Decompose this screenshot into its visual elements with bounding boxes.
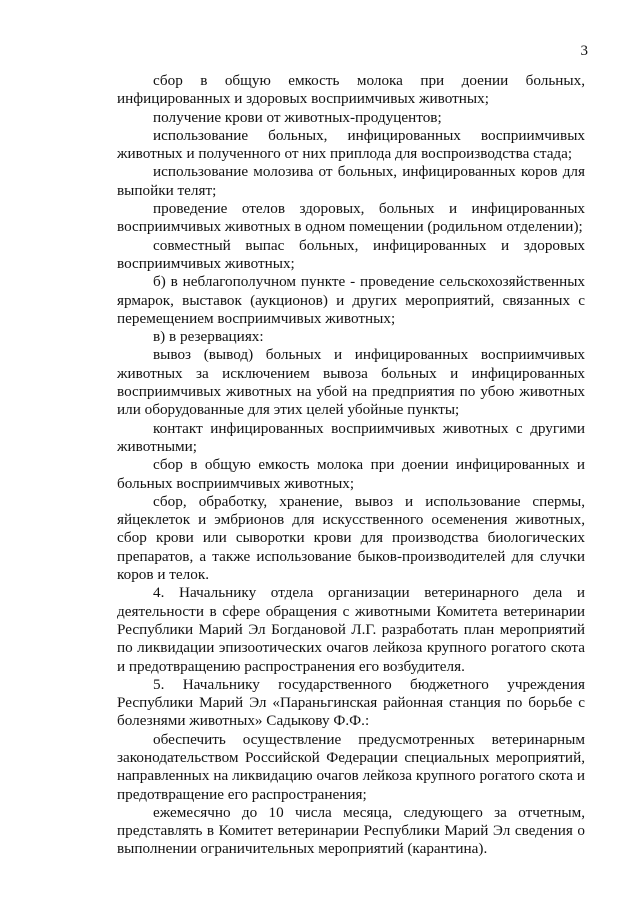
- paragraph: 4. Начальнику отдела организации ветеринарного дела и деятельности в сфере обращения с животными Комитета ветеринарии Республики Марий Эл Богдановой Л.Г. разработать план мероприятий по ликвидации эпизоотических очагов лейкоза крупного рогатого скота и предотвращению распространения его возбудителя.: [117, 584, 585, 675]
- paragraph: 5. Начальнику государственного бюджетного учреждения Республики Марий Эл «Параньгинская районная станция по борьбе с болезнями животных» Садыкову Ф.Ф.:: [117, 675, 585, 730]
- paragraph: использование больных, инфицированных восприимчивых животных и полученного от них приплода для воспроизводства стада;: [117, 126, 585, 163]
- paragraph: сбор в общую емкость молока при доении инфицированных и больных восприимчивых животных;: [117, 456, 585, 492]
- paragraph: в) в резервациях:: [153, 328, 264, 346]
- paragraph: вывоз (вывод) больных и инфицированных восприимчивых животных за исключением вывоза больных и инфицированных восприимчивых животных на убой на предприятия по убою животных или оборудованные для этих целей убойные пункты;: [117, 346, 585, 419]
- paragraph: сбор, обработку, хранение, вывоз и использование спермы, яйцеклеток и эмбрионов для искусственного осеменения животных, сбор крови или сыворотки крови для производства биологических препаратов, а также использование быков-производителей для случки коров и телок.: [117, 492, 585, 584]
- paragraph: совместный выпас больных, инфицированных и здоровых восприимчивых животных;: [117, 236, 585, 272]
- paragraph: обеспечить осуществление предусмотренных ветеринарным законодательством Российской Федерации специальных мероприятий, направленных на ликвидацию очагов лейкоза крупного рогатого скота и предотвращение его распространения;: [117, 730, 585, 803]
- paragraph: проведение отелов здоровых, больных и инфицированных восприимчивых животных в одном помещении (родильном отделении);: [117, 200, 585, 236]
- paragraph: ежемесячно до 10 числа месяца, следующего за отчетным, представлять в Комитет ветеринарии Республики Марий Эл сведения о выполнении ограничительных мероприятий (карантина).: [117, 803, 585, 858]
- page-number: 3: [580, 43, 588, 59]
- paragraph: сбор в общую емкость молока при доении больных, инфицированных и здоровых восприимчивых животных;: [117, 72, 585, 108]
- paragraph: контакт инфицированных восприимчивых животных с другими животными;: [117, 419, 585, 455]
- document-body: [117, 72, 585, 859]
- paragraph: б) в неблагополучном пункте - проведение сельскохозяйственных ярмарок, выставок (аукционов) и других мероприятий, связанных с перемещением восприимчивых животных;: [117, 273, 585, 327]
- paragraph: использование молозива от больных, инфицированных коров для выпойки телят;: [117, 163, 585, 199]
- paragraph: получение крови от животных-продуцентов;: [153, 108, 442, 126]
